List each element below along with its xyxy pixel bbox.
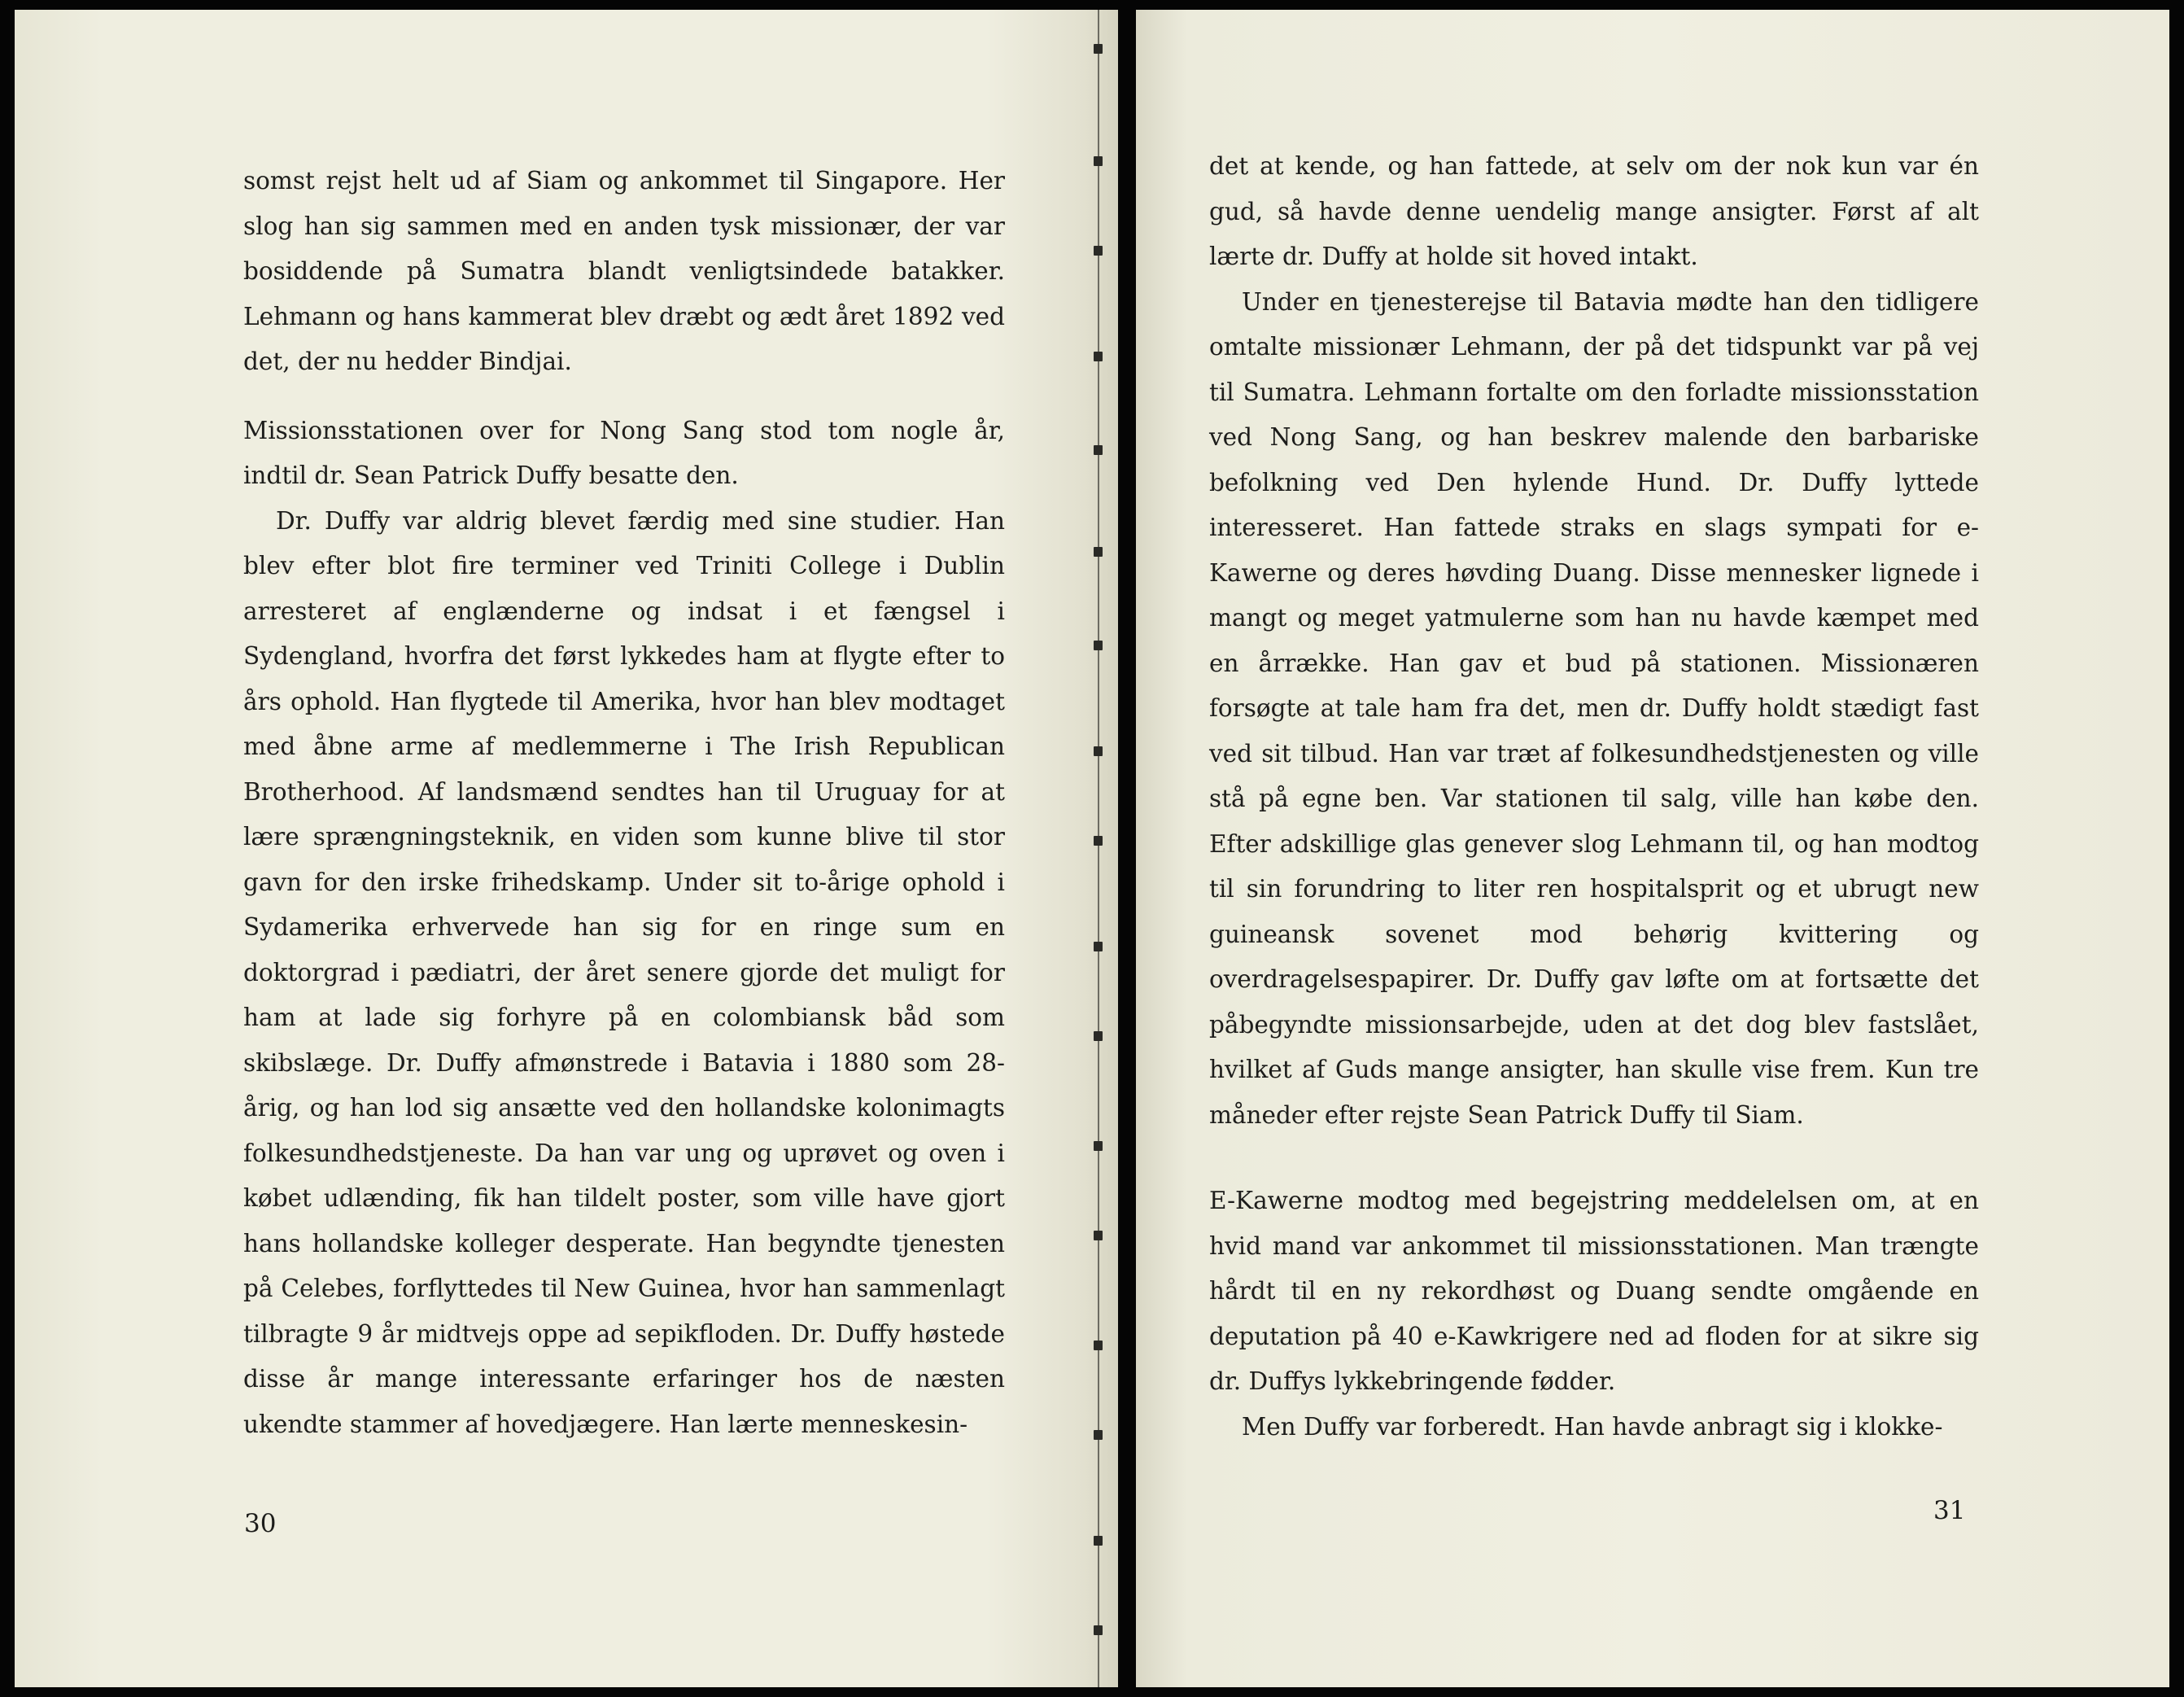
binding-stitch <box>1094 547 1103 557</box>
binding-stitch <box>1094 942 1103 951</box>
binding-stitch <box>1094 1231 1103 1240</box>
binding-stitch <box>1094 1625 1103 1635</box>
binding-stitch <box>1094 156 1103 166</box>
left-page <box>15 10 1118 1687</box>
paragraph: Men Duffy var forberedt. Han havde anbragt sig i klokke- <box>1242 1412 1943 1441</box>
paragraph: Under en tjenesterejse til Batavia mødte han den tidligere omtalte missionær Lehmann, der på det tidspunkt var på vej til Sumatra. Lehmann fortalte om den forladte missionsstation ved Nong Sang, og han beskrev malende den barbariske befolkning ved Den hylende Hund. Dr. Duffy lyttede interesseret. Han fattede straks en slags sympati for e-Kawerne og deres høvding Duang. Disse mennesker lignede i mangt og meget yatmulerne som han nu havde kæmpet med en årrække. Han gav et bud på stationen. Missionæren forsøgte at tale ham fra det, men dr. Duffy holdt stædigt fast ved sit tilbud. Han var træt af folkesundhedstjenesten og ville stå på egne ben. Var stationen til salg, ville han købe den. Efter adskillige glas genever slog Lehmann til, og han modtog til sin forundring to liter ren hospitalsprit og et ubrugt new guineansk sovenet mod behørig kvittering og overdragelsespapirer. Dr. Duffy gav løfte om at fortsætte det påbegyndte missionsarbejde, uden at det dog blev fastslået, hvilket af Guds mange ansigter, han skulle vise frem. Kun tre måneder efter rejste Sean Patrick Duffy til Siam. <box>1209 287 1979 1129</box>
page-number: 31 <box>1933 1496 1966 1525</box>
binding-stitch <box>1094 1141 1103 1151</box>
paragraph: Dr. Duffy var aldrig blevet færdig med sine studier. Han blev efter blot fire terminer ved Triniti College i Dublin arresteret af englænderne og indsat i et fængsel i Sydengland, hvorfra det først lykkedes ham at flygte efter to års ophold. Han flygtede til Amerika, hvor han blev modtaget med åbne arme af medlemmerne i The Irish Republican Brotherhood. Af landsmænd sendtes han til Uruguay for at lære sprængningsteknik, en viden som kunne blive til stor gavn for den irske frihedskamp. Under sit to-årige ophold i Sydamerika erhvervede han sig for en ringe sum en doktorgrad i pædiatri, der året senere gjorde det muligt for ham at lade sig forhyre på en colombiansk båd som skibslæge. Dr. Duffy afmønstrede i Batavia i 1880 som 28-årig, og han lod sig ansætte ved den hollandske kolonimagts folkesundhedstjeneste. Da han var ung og uprøvet og oven i købet udlænding, fik han tildelt poster, som ville have gjort hans hollandske kolleger desperate. Han begyndte tjenesten på Celebes, forflyttedes til New Guinea, hvor han sammenlagt tilbragte 9 år midtvejs oppe ad sepikfloden. Dr. Duffy høstede disse år mange interessante erfaringer hos de næsten ukendte stammer af hovedjægere. Han lærte menneskesin- <box>243 506 1005 1438</box>
left-page-text <box>243 159 1005 1447</box>
binding-stitch <box>1094 445 1103 455</box>
binding-stitch <box>1094 641 1103 650</box>
binding-stitch <box>1094 246 1103 256</box>
paragraph: Missionsstationen over for Nong Sang stod tom nogle år, indtil dr. Sean Patrick Duffy besatte den. <box>243 416 1005 489</box>
paragraph: E-Kawerne modtog med begejstring meddelelsen om, at en hvid mand var ankommet til missionsstationen. Man trængte hårdt til en ny rekordhøst og Duang sendte omgående en deputation på 40 e-Kawkrigere ned ad floden for at sikre sig dr. Duffys lykkebringende fødder. <box>1209 1187 1979 1395</box>
binding-stitch <box>1094 352 1103 361</box>
binding-stitch <box>1094 1430 1103 1440</box>
binding-stitch <box>1094 1341 1103 1350</box>
binding-stitch <box>1094 1536 1103 1546</box>
binding-stitch <box>1094 746 1103 756</box>
page-number: 30 <box>244 1509 277 1538</box>
binding-stitch <box>1094 44 1103 54</box>
binding-stitch <box>1094 1031 1103 1041</box>
right-page-text <box>1209 144 1979 1450</box>
paragraph: somst rejst helt ud af Siam og ankommet til Singapore. Her slog han sig sammen med en anden tysk missionær, der var bosiddende på Sumatra blandt venligtsindede batakker. Lehmann og hans kammerat blev dræbt og ædt året 1892 ved det, der nu hedder Bindjai. <box>243 167 1005 375</box>
binding-stitch <box>1094 836 1103 846</box>
right-page <box>1136 10 2169 1687</box>
paragraph: det at kende, og han fattede, at selv om der nok kun var én gud, så havde denne uendelig mange ansigter. Først af alt lærte dr. Duffy at holde sit hoved intakt. <box>1209 152 1979 270</box>
